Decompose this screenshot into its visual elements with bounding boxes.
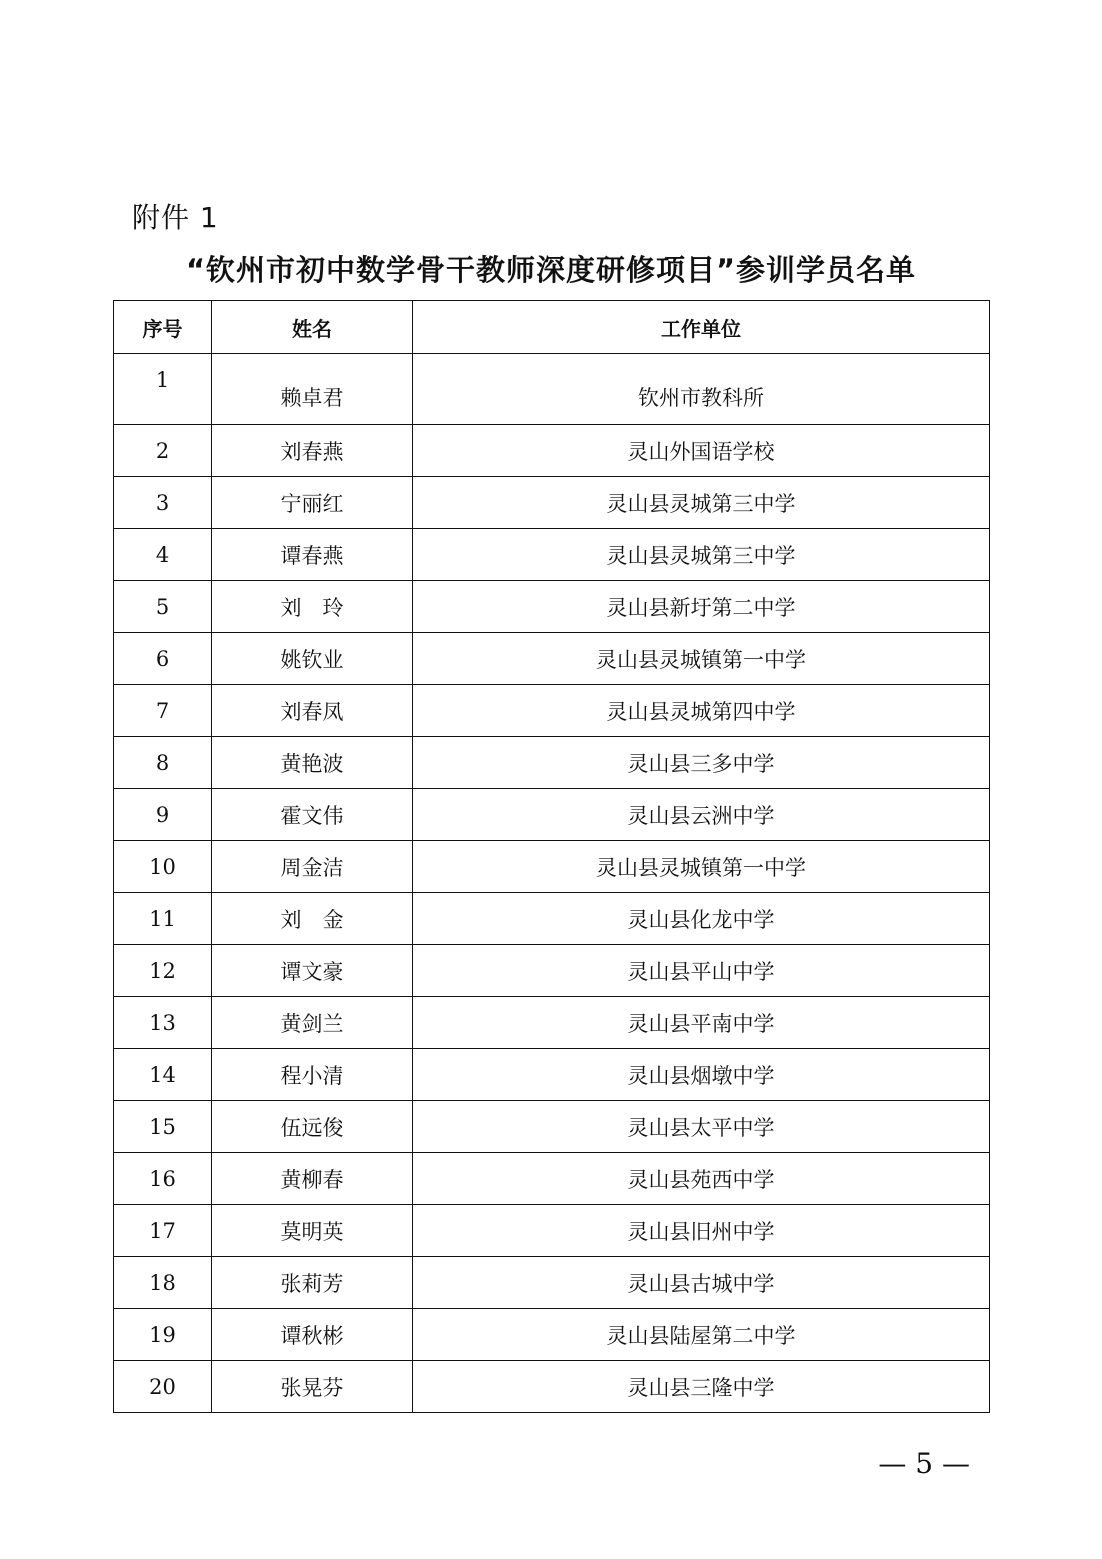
trainee-table bbox=[113, 300, 990, 1413]
table-row bbox=[114, 529, 990, 581]
row-index: 12 bbox=[114, 945, 212, 997]
table-row bbox=[114, 789, 990, 841]
row-index: 20 bbox=[114, 1361, 212, 1413]
table-row bbox=[114, 1257, 990, 1309]
row-unit: 灵山县新圩第二中学 bbox=[413, 581, 990, 633]
table-body bbox=[114, 354, 990, 1413]
row-name: 程小清 bbox=[212, 1049, 413, 1101]
row-index: 10 bbox=[114, 841, 212, 893]
row-index: 16 bbox=[114, 1153, 212, 1205]
row-name: 宁丽红 bbox=[212, 477, 413, 529]
row-unit: 灵山县平山中学 bbox=[413, 945, 990, 997]
row-index: 6 bbox=[114, 633, 212, 685]
row-name: 黄剑兰 bbox=[212, 997, 413, 1049]
row-name: 姚钦业 bbox=[212, 633, 413, 685]
table-row bbox=[114, 945, 990, 997]
table-row bbox=[114, 997, 990, 1049]
table-row bbox=[114, 1205, 990, 1257]
row-unit: 灵山外国语学校 bbox=[413, 425, 990, 477]
row-unit: 灵山县灵城第四中学 bbox=[413, 685, 990, 737]
table-row bbox=[114, 477, 990, 529]
table-row bbox=[114, 1101, 990, 1153]
row-unit: 灵山县三隆中学 bbox=[413, 1361, 990, 1413]
row-name: 周金洁 bbox=[212, 841, 413, 893]
row-unit: 灵山县灵城镇第一中学 bbox=[413, 841, 990, 893]
table-row bbox=[114, 841, 990, 893]
row-name: 黄艳波 bbox=[212, 737, 413, 789]
header-unit: 工作单位 bbox=[413, 301, 990, 354]
table-row bbox=[114, 633, 990, 685]
row-unit: 灵山县平南中学 bbox=[413, 997, 990, 1049]
row-unit: 灵山县云洲中学 bbox=[413, 789, 990, 841]
table-row bbox=[114, 581, 990, 633]
row-index: 4 bbox=[114, 529, 212, 581]
table-row bbox=[114, 1153, 990, 1205]
row-name: 刘 玲 bbox=[212, 581, 413, 633]
table-header-row bbox=[114, 301, 990, 354]
table-row bbox=[114, 1309, 990, 1361]
row-unit: 灵山县化龙中学 bbox=[413, 893, 990, 945]
row-index: 3 bbox=[114, 477, 212, 529]
row-name: 张晃芬 bbox=[212, 1361, 413, 1413]
table-row bbox=[114, 1049, 990, 1101]
row-name: 莫明英 bbox=[212, 1205, 413, 1257]
row-unit: 灵山县苑西中学 bbox=[413, 1153, 990, 1205]
row-unit: 灵山县三多中学 bbox=[413, 737, 990, 789]
row-name: 刘春燕 bbox=[212, 425, 413, 477]
table-row bbox=[114, 1361, 990, 1413]
row-unit: 钦州市教科所 bbox=[413, 354, 990, 425]
row-name: 谭秋彬 bbox=[212, 1309, 413, 1361]
row-index: 14 bbox=[114, 1049, 212, 1101]
attachment-label: 附件 1 bbox=[132, 201, 219, 234]
row-name: 霍文伟 bbox=[212, 789, 413, 841]
table-row bbox=[114, 737, 990, 789]
row-index: 11 bbox=[114, 893, 212, 945]
table-row bbox=[114, 425, 990, 477]
row-index: 1 bbox=[114, 354, 212, 425]
row-unit: 灵山县烟墩中学 bbox=[413, 1049, 990, 1101]
page-number: — 5 — bbox=[878, 1447, 970, 1480]
row-unit: 灵山县旧州中学 bbox=[413, 1205, 990, 1257]
row-index: 2 bbox=[114, 425, 212, 477]
table-row bbox=[114, 893, 990, 945]
row-index: 5 bbox=[114, 581, 212, 633]
row-name: 谭春燕 bbox=[212, 529, 413, 581]
row-name: 刘 金 bbox=[212, 893, 413, 945]
row-unit: 灵山县太平中学 bbox=[413, 1101, 990, 1153]
row-index: 13 bbox=[114, 997, 212, 1049]
row-name: 赖卓君 bbox=[212, 354, 413, 425]
row-name: 刘春凤 bbox=[212, 685, 413, 737]
row-name: 谭文豪 bbox=[212, 945, 413, 997]
row-name: 伍远俊 bbox=[212, 1101, 413, 1153]
row-index: 15 bbox=[114, 1101, 212, 1153]
row-unit: 灵山县灵城第三中学 bbox=[413, 529, 990, 581]
row-index: 17 bbox=[114, 1205, 212, 1257]
table-row bbox=[114, 354, 990, 425]
document-title: “钦州市初中数学骨干教师深度研修项目”参训学员名单 bbox=[185, 253, 917, 287]
table-row bbox=[114, 685, 990, 737]
header-index: 序号 bbox=[114, 301, 212, 354]
row-name: 张莉芳 bbox=[212, 1257, 413, 1309]
row-name: 黄柳春 bbox=[212, 1153, 413, 1205]
header-name: 姓名 bbox=[212, 301, 413, 354]
row-index: 19 bbox=[114, 1309, 212, 1361]
row-index: 8 bbox=[114, 737, 212, 789]
row-unit: 灵山县灵城第三中学 bbox=[413, 477, 990, 529]
row-index: 7 bbox=[114, 685, 212, 737]
row-unit: 灵山县陆屋第二中学 bbox=[413, 1309, 990, 1361]
row-unit: 灵山县古城中学 bbox=[413, 1257, 990, 1309]
row-index: 18 bbox=[114, 1257, 212, 1309]
row-unit: 灵山县灵城镇第一中学 bbox=[413, 633, 990, 685]
row-index: 9 bbox=[114, 789, 212, 841]
